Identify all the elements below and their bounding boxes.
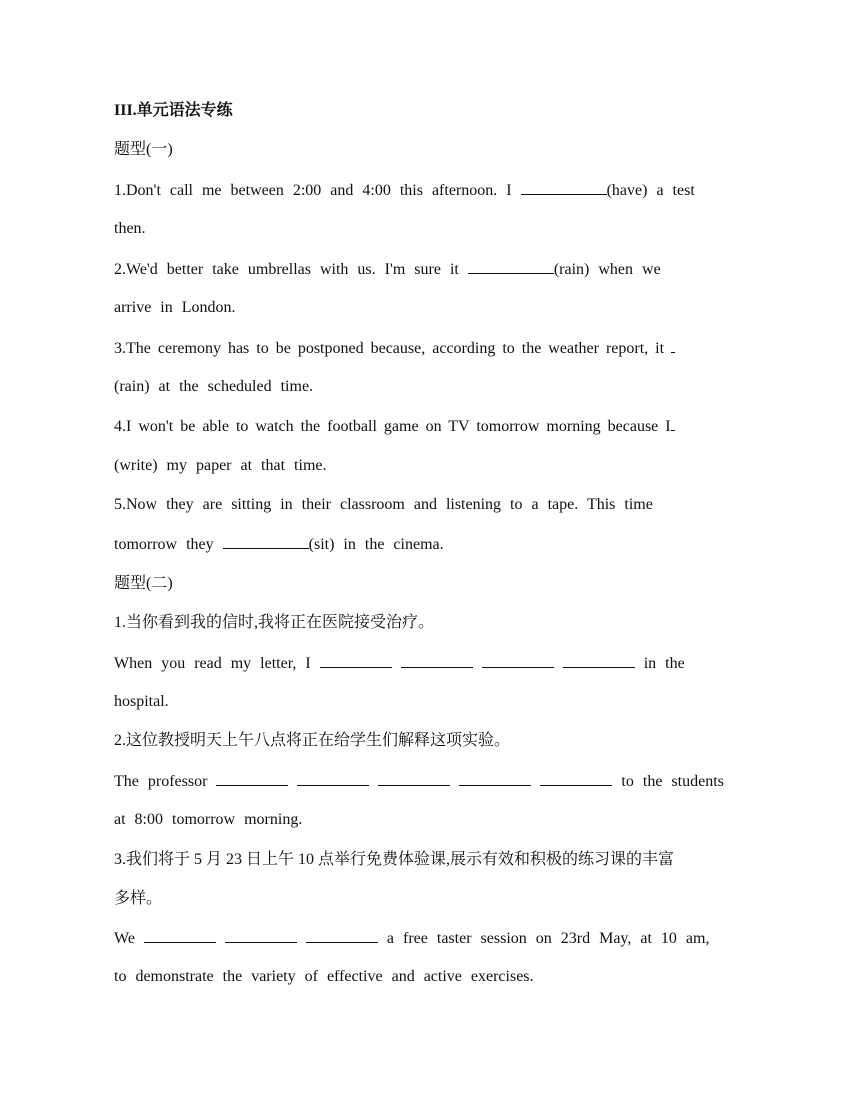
answer-blank[interactable] (144, 927, 216, 943)
part2-q3-line2: to demonstrate the variety of effective and active exercises. (114, 968, 534, 985)
answer-blank[interactable] (671, 337, 675, 353)
answer-blank[interactable] (401, 652, 473, 668)
part2-q1-line2: hospital. (114, 693, 169, 710)
answer-blank[interactable] (482, 652, 554, 668)
p2q1-end: in the (643, 655, 685, 672)
answer-blank[interactable] (563, 652, 635, 668)
answer-blank[interactable] (223, 533, 309, 549)
p2q3-text: We (114, 930, 135, 947)
part1-q4-line2: (write) my paper at that time. (114, 457, 327, 474)
part1-q1-line1 (114, 179, 744, 202)
q1-hint: (have) a test (606, 182, 695, 199)
answer-blank[interactable] (216, 770, 288, 786)
part2-q3-chinese-2: 多样。 (114, 890, 163, 907)
part2-q2-chinese: 2.这位教授明天上午八点将正在给学生们解释这项实验。 (114, 732, 511, 749)
q3-text: 3.The ceremony has to be postponed because, according to the weather report, it (114, 340, 665, 357)
part1-q3-line2: (rain) at the scheduled time. (114, 378, 314, 395)
part2-q2-line2: at 8:00 tomorrow morning. (114, 811, 303, 828)
q5-text: tomorrow they (114, 536, 214, 553)
p2q2-text: The professor (114, 773, 208, 790)
answer-blank[interactable] (671, 415, 675, 431)
answer-blank[interactable] (378, 770, 450, 786)
part2-q1-line1 (114, 652, 744, 675)
p2q2-end: to the students (621, 773, 724, 790)
answer-blank[interactable] (540, 770, 612, 786)
part2-title: 题型(二) (114, 575, 173, 592)
part1-q2-line2: arrive in London. (114, 299, 236, 316)
answer-blank[interactable] (297, 770, 369, 786)
answer-blank[interactable] (521, 179, 607, 195)
part1-q5-line1: 5.Now they are sitting in their classroom and listening to a tape. This time (114, 496, 653, 513)
answer-blank[interactable] (459, 770, 531, 786)
part1-q4-line1 (114, 415, 744, 438)
part2-q3-chinese-1: 3.我们将于 5 月 23 日上午 10 点举行免费体验课,展示有效和积极的练习课的丰富 (114, 851, 675, 868)
q4-text: 4.I won't be able to watch the football game on TV tomorrow morning because I (114, 418, 671, 435)
part1-title: 题型(一) (114, 141, 173, 158)
section-title: III.单元语法专练 (114, 102, 233, 119)
q1-text: 1.Don't call me between 2:00 and 4:00 this afternoon. I (114, 182, 512, 199)
part2-q1-chinese: 1.当你看到我的信时,我将正在医院接受治疗。 (114, 614, 435, 631)
part1-q1-line2: then. (114, 220, 146, 237)
q5-hint: (sit) in the cinema. (308, 536, 444, 553)
part2-q2-line1 (114, 770, 744, 793)
part2-q3-line1 (114, 927, 744, 950)
q2-text: 2.We'd better take umbrellas with us. I'm sure it (114, 261, 459, 278)
q2-hint: (rain) when we (553, 261, 661, 278)
part1-q3-line1 (114, 337, 744, 360)
answer-blank[interactable] (320, 652, 392, 668)
answer-blank[interactable] (225, 927, 297, 943)
p2q1-text: When you read my letter, I (114, 655, 311, 672)
part1-q2-line1 (114, 258, 744, 281)
answer-blank[interactable] (306, 927, 378, 943)
p2q3-end: a free taster session on 23rd May, at 10 am, (386, 930, 710, 947)
part1-q5-line2 (114, 533, 744, 556)
answer-blank[interactable] (468, 258, 554, 274)
